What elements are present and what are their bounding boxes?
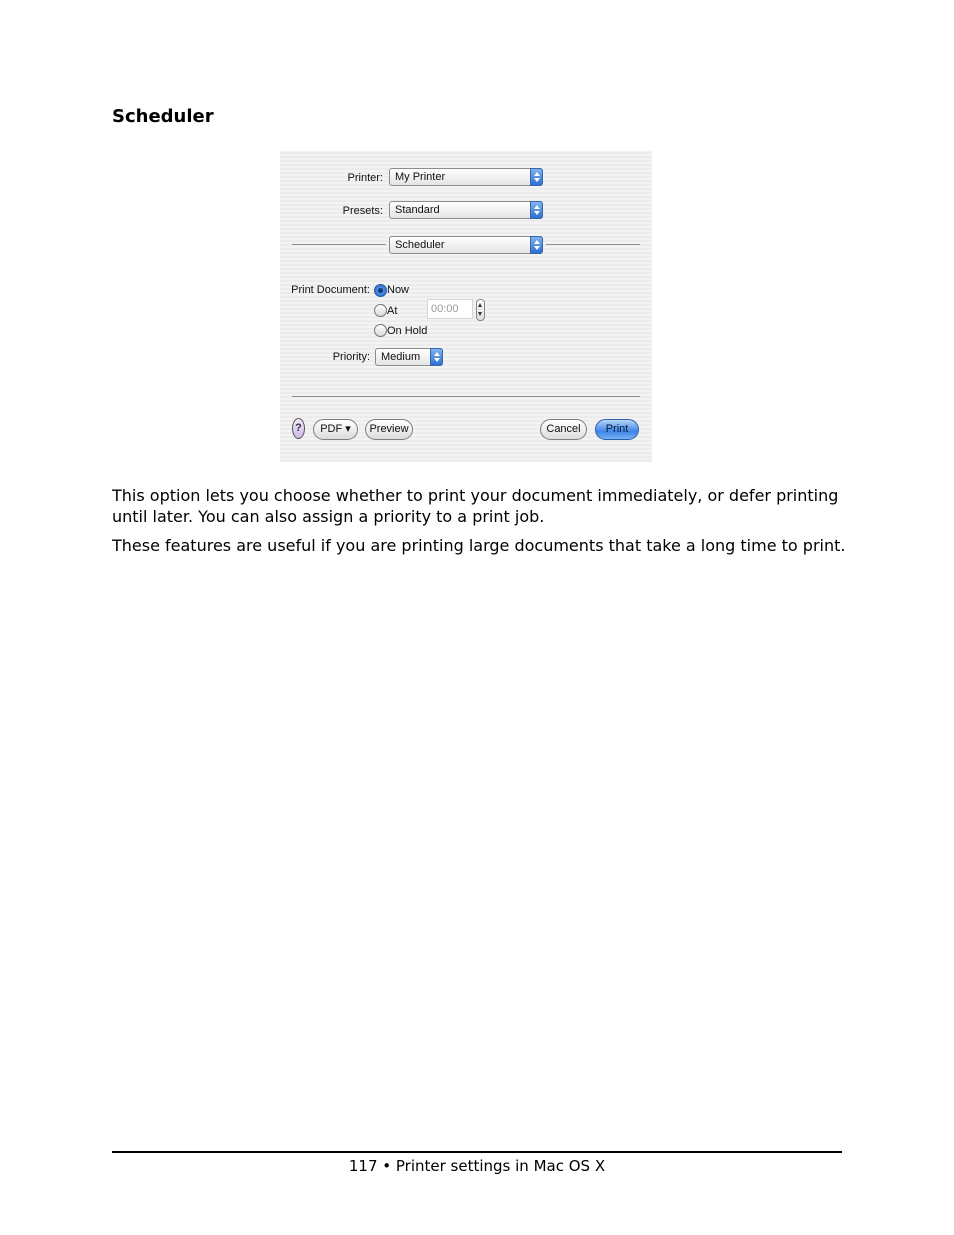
time-stepper[interactable] [476,299,485,321]
radio-on-hold[interactable] [374,324,387,337]
print-button[interactable]: Print [595,419,639,440]
popup-arrows-icon [530,201,543,219]
page-footer: 117 • Printer settings in Mac OS X [348,1157,606,1175]
printer-label: Printer: [347,172,383,184]
panel-popup[interactable] [389,236,543,254]
presets-popup[interactable] [389,201,543,219]
printer-popup-value: My Printer [395,171,446,183]
popup-arrows-icon [530,168,543,186]
divider-right [546,244,640,245]
priority-label: Priority: [332,351,370,363]
popup-arrows-icon [530,236,543,254]
print-document-label: Print Document: [291,284,370,296]
radio-on-hold-label: On Hold [387,325,428,337]
priority-popup[interactable] [375,348,443,366]
paragraph-description: This option lets you choose whether to print your document immediately, or defer printing until later. You can also assign a priority to a print job. [112,486,839,526]
pdf-button[interactable]: PDF ▾ [313,419,358,440]
panel-popup-value: Scheduler [395,239,445,251]
help-button[interactable]: ? [292,418,305,439]
presets-label: Presets: [342,205,383,217]
priority-popup-value: Medium [381,351,421,363]
paragraph-usage: These features are useful if you are printing large documents that take a long time to print. [112,536,846,555]
divider-left [292,244,386,245]
print-dialog [280,151,652,462]
radio-at[interactable] [374,304,387,317]
cancel-button[interactable]: Cancel [540,419,587,440]
popup-arrows-icon [430,348,443,366]
footer-rule [112,1151,842,1153]
bottom-divider [292,396,640,397]
radio-now-label: Now [387,284,410,296]
printer-popup[interactable] [389,168,543,186]
presets-popup-value: Standard [395,204,440,216]
section-heading: Scheduler [112,106,214,127]
time-field[interactable]: 00:00 [427,299,473,319]
preview-button[interactable]: Preview [365,419,413,440]
radio-at-label: At [387,305,398,317]
radio-now[interactable] [374,284,387,297]
